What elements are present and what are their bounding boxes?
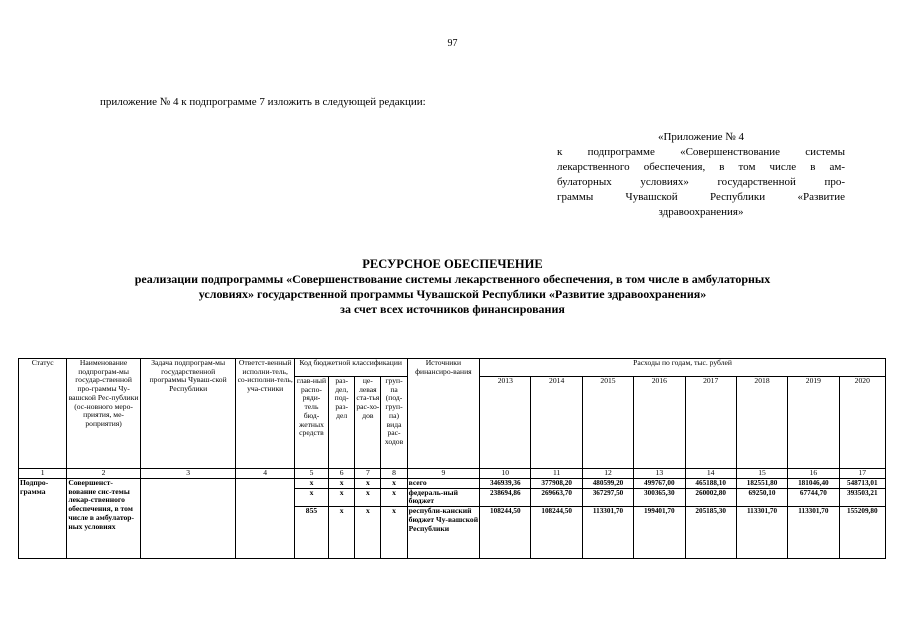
header-budget-code: Код бюджетной классификации (294, 359, 407, 377)
value-cell: 346939,36 (480, 479, 531, 489)
value-cell: 480599,20 (582, 479, 633, 489)
header-year: 2017 (685, 377, 736, 469)
value-cell: 182551,80 (736, 479, 787, 489)
column-number: 9 (407, 469, 479, 479)
column-number: 10 (480, 469, 531, 479)
header-year: 2016 (634, 377, 685, 469)
responsible-cell (236, 479, 294, 559)
appendix-line: здравоохранения» (658, 206, 744, 218)
value-cell: 155209,80 (839, 507, 885, 559)
appendix-title: «Приложение № 4 (657, 131, 745, 143)
vr-cell: x (381, 479, 407, 489)
status-cell: Подпро-грамма (19, 479, 67, 559)
task-cell (140, 479, 236, 559)
header-expenses: Расходы по годам, тыс. рублей (480, 359, 886, 377)
value-cell: 113301,70 (736, 507, 787, 559)
value-cell: 113301,70 (788, 507, 839, 559)
cs-cell: x (355, 479, 381, 489)
value-cell: 181046,40 (788, 479, 839, 489)
column-number: 15 (736, 469, 787, 479)
value-cell: 238694,86 (480, 488, 531, 506)
column-number: 13 (634, 469, 685, 479)
value-cell: 67744,70 (788, 488, 839, 506)
resource-table (18, 358, 886, 559)
value-cell: 548713,01 (839, 479, 885, 489)
cs-cell: x (355, 488, 381, 506)
value-cell: 108244,50 (480, 507, 531, 559)
gr-cell: x (294, 479, 328, 489)
name-cell: Совершенст-вование сис-темы лекар-ственного обеспечения, в том числе в амбулатор-ных условиях (67, 479, 141, 559)
value-cell: 377908,20 (531, 479, 582, 489)
header-vr: груп-па (под-груп-па) вида рас-ходов (381, 377, 407, 469)
header-year: 2013 (480, 377, 531, 469)
heading-line: за счет всех источников финансирования (340, 302, 565, 316)
page-number: 97 (447, 38, 458, 49)
header-responsible: Ответст-венный исполни-тель, со-исполни-тель, уча-стники (236, 359, 294, 469)
column-number: 5 (294, 469, 328, 479)
source-cell: республи-канский бюджет Чу-вашской Республики (407, 507, 479, 559)
value-cell: 367297,50 (582, 488, 633, 506)
column-number-row (19, 469, 886, 479)
value-cell: 260002,80 (685, 488, 736, 506)
column-number: 11 (531, 469, 582, 479)
heading-line: реализации подпрограммы «Совершенствование системы лекарственного обеспечения, в том числе в амбулаторных (134, 272, 771, 286)
appendix-line: граммы Чувашской Республики «Развитие (557, 191, 845, 203)
gr-cell: x (294, 488, 328, 506)
appendix-line: к подпрограмме «Совершенствование системы (557, 146, 845, 158)
header-sources: Источники финансиро-вания (407, 359, 479, 469)
header-year: 2020 (839, 377, 885, 469)
value-cell: 465188,10 (685, 479, 736, 489)
column-number: 3 (140, 469, 236, 479)
cs-cell: x (355, 507, 381, 559)
rz-cell: x (329, 488, 355, 506)
value-cell: 69250,10 (736, 488, 787, 506)
column-number: 7 (355, 469, 381, 479)
header-status: Статус (19, 359, 67, 469)
value-cell: 108244,50 (531, 507, 582, 559)
column-number: 17 (839, 469, 885, 479)
header-year: 2018 (736, 377, 787, 469)
heading-title: РЕСУРСНОЕ ОБЕСПЕЧЕНИЕ (362, 257, 543, 271)
header-year: 2014 (531, 377, 582, 469)
appendix-line: булаторных условиях» государственной про- (557, 176, 845, 188)
vr-cell: x (381, 507, 407, 559)
header-year: 2015 (582, 377, 633, 469)
document-heading (0, 257, 905, 317)
rz-cell: x (329, 479, 355, 489)
value-cell: 199401,70 (634, 507, 685, 559)
header-rz: раз-дел, под-раз-дел (329, 377, 355, 469)
gr-cell: 855 (294, 507, 328, 559)
column-number: 4 (236, 469, 294, 479)
column-number: 1 (19, 469, 67, 479)
value-cell: 393503,21 (839, 488, 885, 506)
table-row (19, 479, 886, 489)
appendix-line: лекарственного обеспечения, в том числе в ам- (557, 161, 845, 173)
column-number: 12 (582, 469, 633, 479)
column-number: 2 (67, 469, 141, 479)
intro-text: приложение № 4 к подпрограмме 7 изложить в следующей редакции: (100, 96, 426, 108)
header-year: 2019 (788, 377, 839, 469)
header-cs: це-левая ста-тья рас-хо-дов (355, 377, 381, 469)
source-cell: федераль-ный бюджет (407, 488, 479, 506)
column-number: 8 (381, 469, 407, 479)
header-gr: глав-ный распо-ряди-тель бюд-жетных средств (294, 377, 328, 469)
header-row (19, 359, 886, 377)
value-cell: 269663,70 (531, 488, 582, 506)
header-name: Наименование подпрограм-мы государ-ственной про-граммы Чу-вашской Рес-публики (ос-новного меро-приятия, ме-роприятия) (67, 359, 141, 469)
column-number: 6 (329, 469, 355, 479)
value-cell: 205185,30 (685, 507, 736, 559)
source-cell: всего (407, 479, 479, 489)
value-cell: 300365,30 (634, 488, 685, 506)
value-cell: 113301,70 (582, 507, 633, 559)
heading-line: условиях» государственной программы Чувашской Республики «Развитие здравоохранения» (198, 287, 707, 301)
appendix-block (557, 130, 845, 220)
header-task: Задача подпрограм-мы государственной программы Чуваш-ской Республики (140, 359, 236, 469)
column-number: 16 (788, 469, 839, 479)
value-cell: 499767,00 (634, 479, 685, 489)
column-number: 14 (685, 469, 736, 479)
rz-cell: x (329, 507, 355, 559)
vr-cell: x (381, 488, 407, 506)
